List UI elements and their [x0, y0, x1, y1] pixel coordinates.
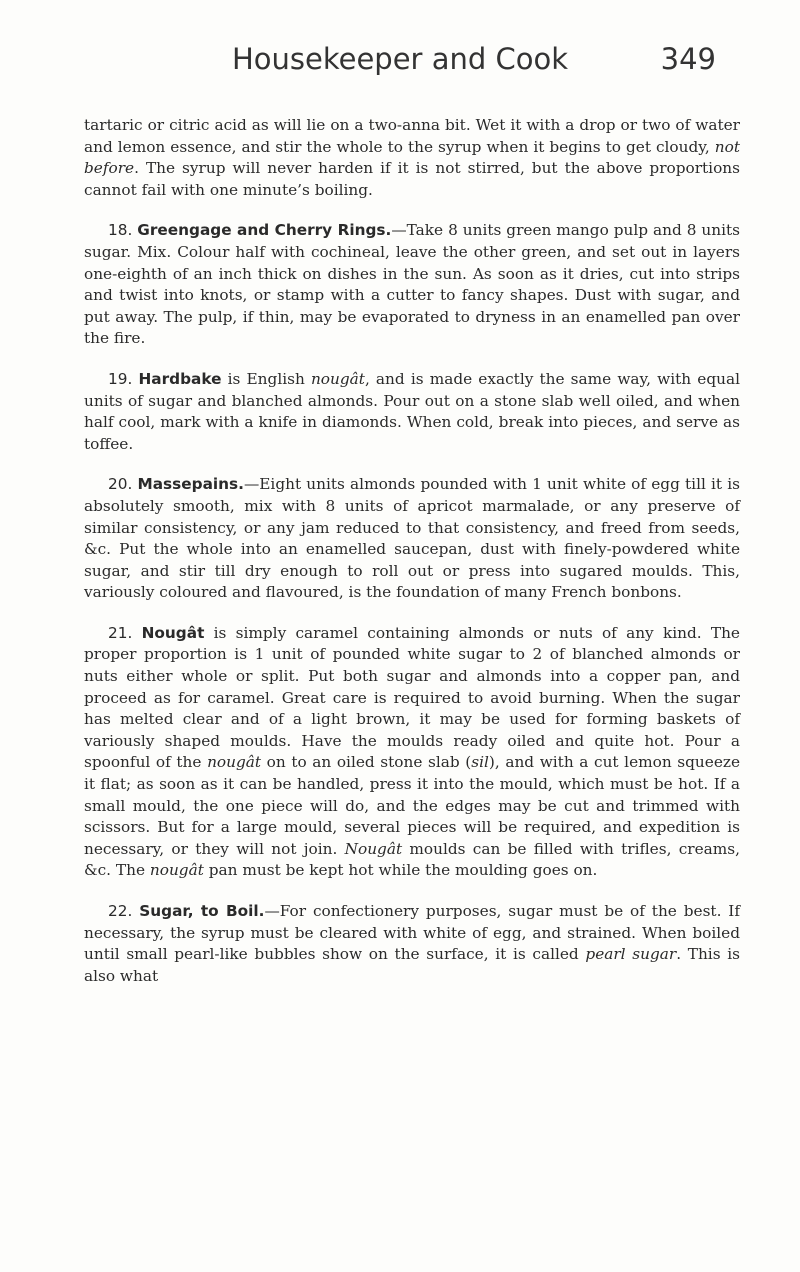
entry-number: 20. [108, 475, 133, 494]
emphasis: sil [471, 753, 489, 772]
entry-number: 22. [108, 902, 133, 920]
emphasis: nougât [149, 861, 204, 880]
entry-21: 21. Nougât is simply caramel containing almonds or nuts of any kind. The proper proportion is 1 unit of pounded white sugar to 2 of blanched almonds or nuts either whole or split. Put both sugar and almonds into a copper pan, and proceed as for caramel. Great care is required to avoid burning. When the sugar has melted clear and of a light brown, it may be used for forming baskets of variously shaped moulds. Have the moulds ready oiled and quite hot. Pour a spoonful of the nougât on to an oiled stone slab (sil), and with a cut lemon squeeze it flat; as soon as it can be handled, press it into the mould, which must be hot. If a small mould, the one piece will do, and the edges may be cut and trimmed with scissors. But for a large mould, several pieces will be required, and expedition is necessary, or they will not join. Nougât moulds can be filled with trifles, creams, &c. The nougât pan must be kept hot while the moulding goes on. [84, 623, 741, 880]
emphasis: Nougât [344, 839, 403, 858]
page-number: 349 [660, 42, 716, 76]
emphasis: nougât [207, 753, 262, 772]
entry-18: 18. Greengage and Cherry Rings.—Take 8 units green mango pulp and 8 units sugar. Mix. Colour half with cochineal, leave the other green, and set out in layers one-eighth of an inch thick on dishes in the sun. As soon as it dries, cut into strips and twist into knots, or stamp with a cutter to fancy shapes. Dust with sugar, and put away. The pulp, if thin, may be evaporated to dryness in an enamelled pan over the fire. [84, 221, 740, 348]
emphasis: nougât [310, 369, 365, 388]
entry-number: 19. [108, 369, 133, 388]
entry-number: 18. [108, 221, 133, 240]
running-head [0, 42, 800, 82]
continuation-paragraph: tartaric or citric acid as will lie on a two-anna bit. Wet it with a drop or two of water and lemon essence, and stir the whole to the syrup when it begins to get cloudy, not before. The syrup will never harden if it is not stirred, but the above proportions cannot fail with one minute’s boiling. [84, 116, 740, 199]
emphasis: pearl sugar [585, 945, 677, 964]
entry-heading: Massepains. [137, 475, 244, 494]
entry-22: 22. Sugar, to Boil.—For confectionery purposes, sugar must be of the best. If necessary, the syrup must be cleared with white of egg, and strained. When boiled until small pearl-like bubbles show on the surface, it is called pearl sugar. This is also what [84, 902, 741, 985]
entry-heading: Hardbake [138, 369, 222, 388]
entry-19: 19. Hardbake is English nougât, and is made exactly the same way, with equal units of sugar and blanched almonds. Pour out on a stone slab well oiled, and when half cool, mark with a knife in diamonds. When cold, break into pieces, and serve as toffee. [84, 369, 740, 453]
body-text [84, 115, 740, 987]
running-title: Housekeeper and Cook [231, 42, 569, 76]
entry-20: 20. Massepains.—Eight units almonds pounded with 1 unit white of egg till it is absolutely smooth, mix with 8 units of apricot marmalade, or any preserve of similar consistency, or any jam reduced to that consistency, and freed from seeds, &c. Put the whole into an enamelled saucepan, dust with finely-powdered white sugar, and stir till dry enough to roll out or press into sugared moulds. This, variously coloured and flavoured, is the foundation of many French bonbons. [84, 475, 740, 602]
entry-heading: Sugar, to Boil. [139, 902, 265, 920]
entry-heading: Greengage and Cherry Rings. [137, 221, 392, 240]
entry-number: 21. [108, 623, 133, 642]
emphasis: not before [84, 137, 740, 178]
entry-heading: Nougât [141, 623, 205, 642]
